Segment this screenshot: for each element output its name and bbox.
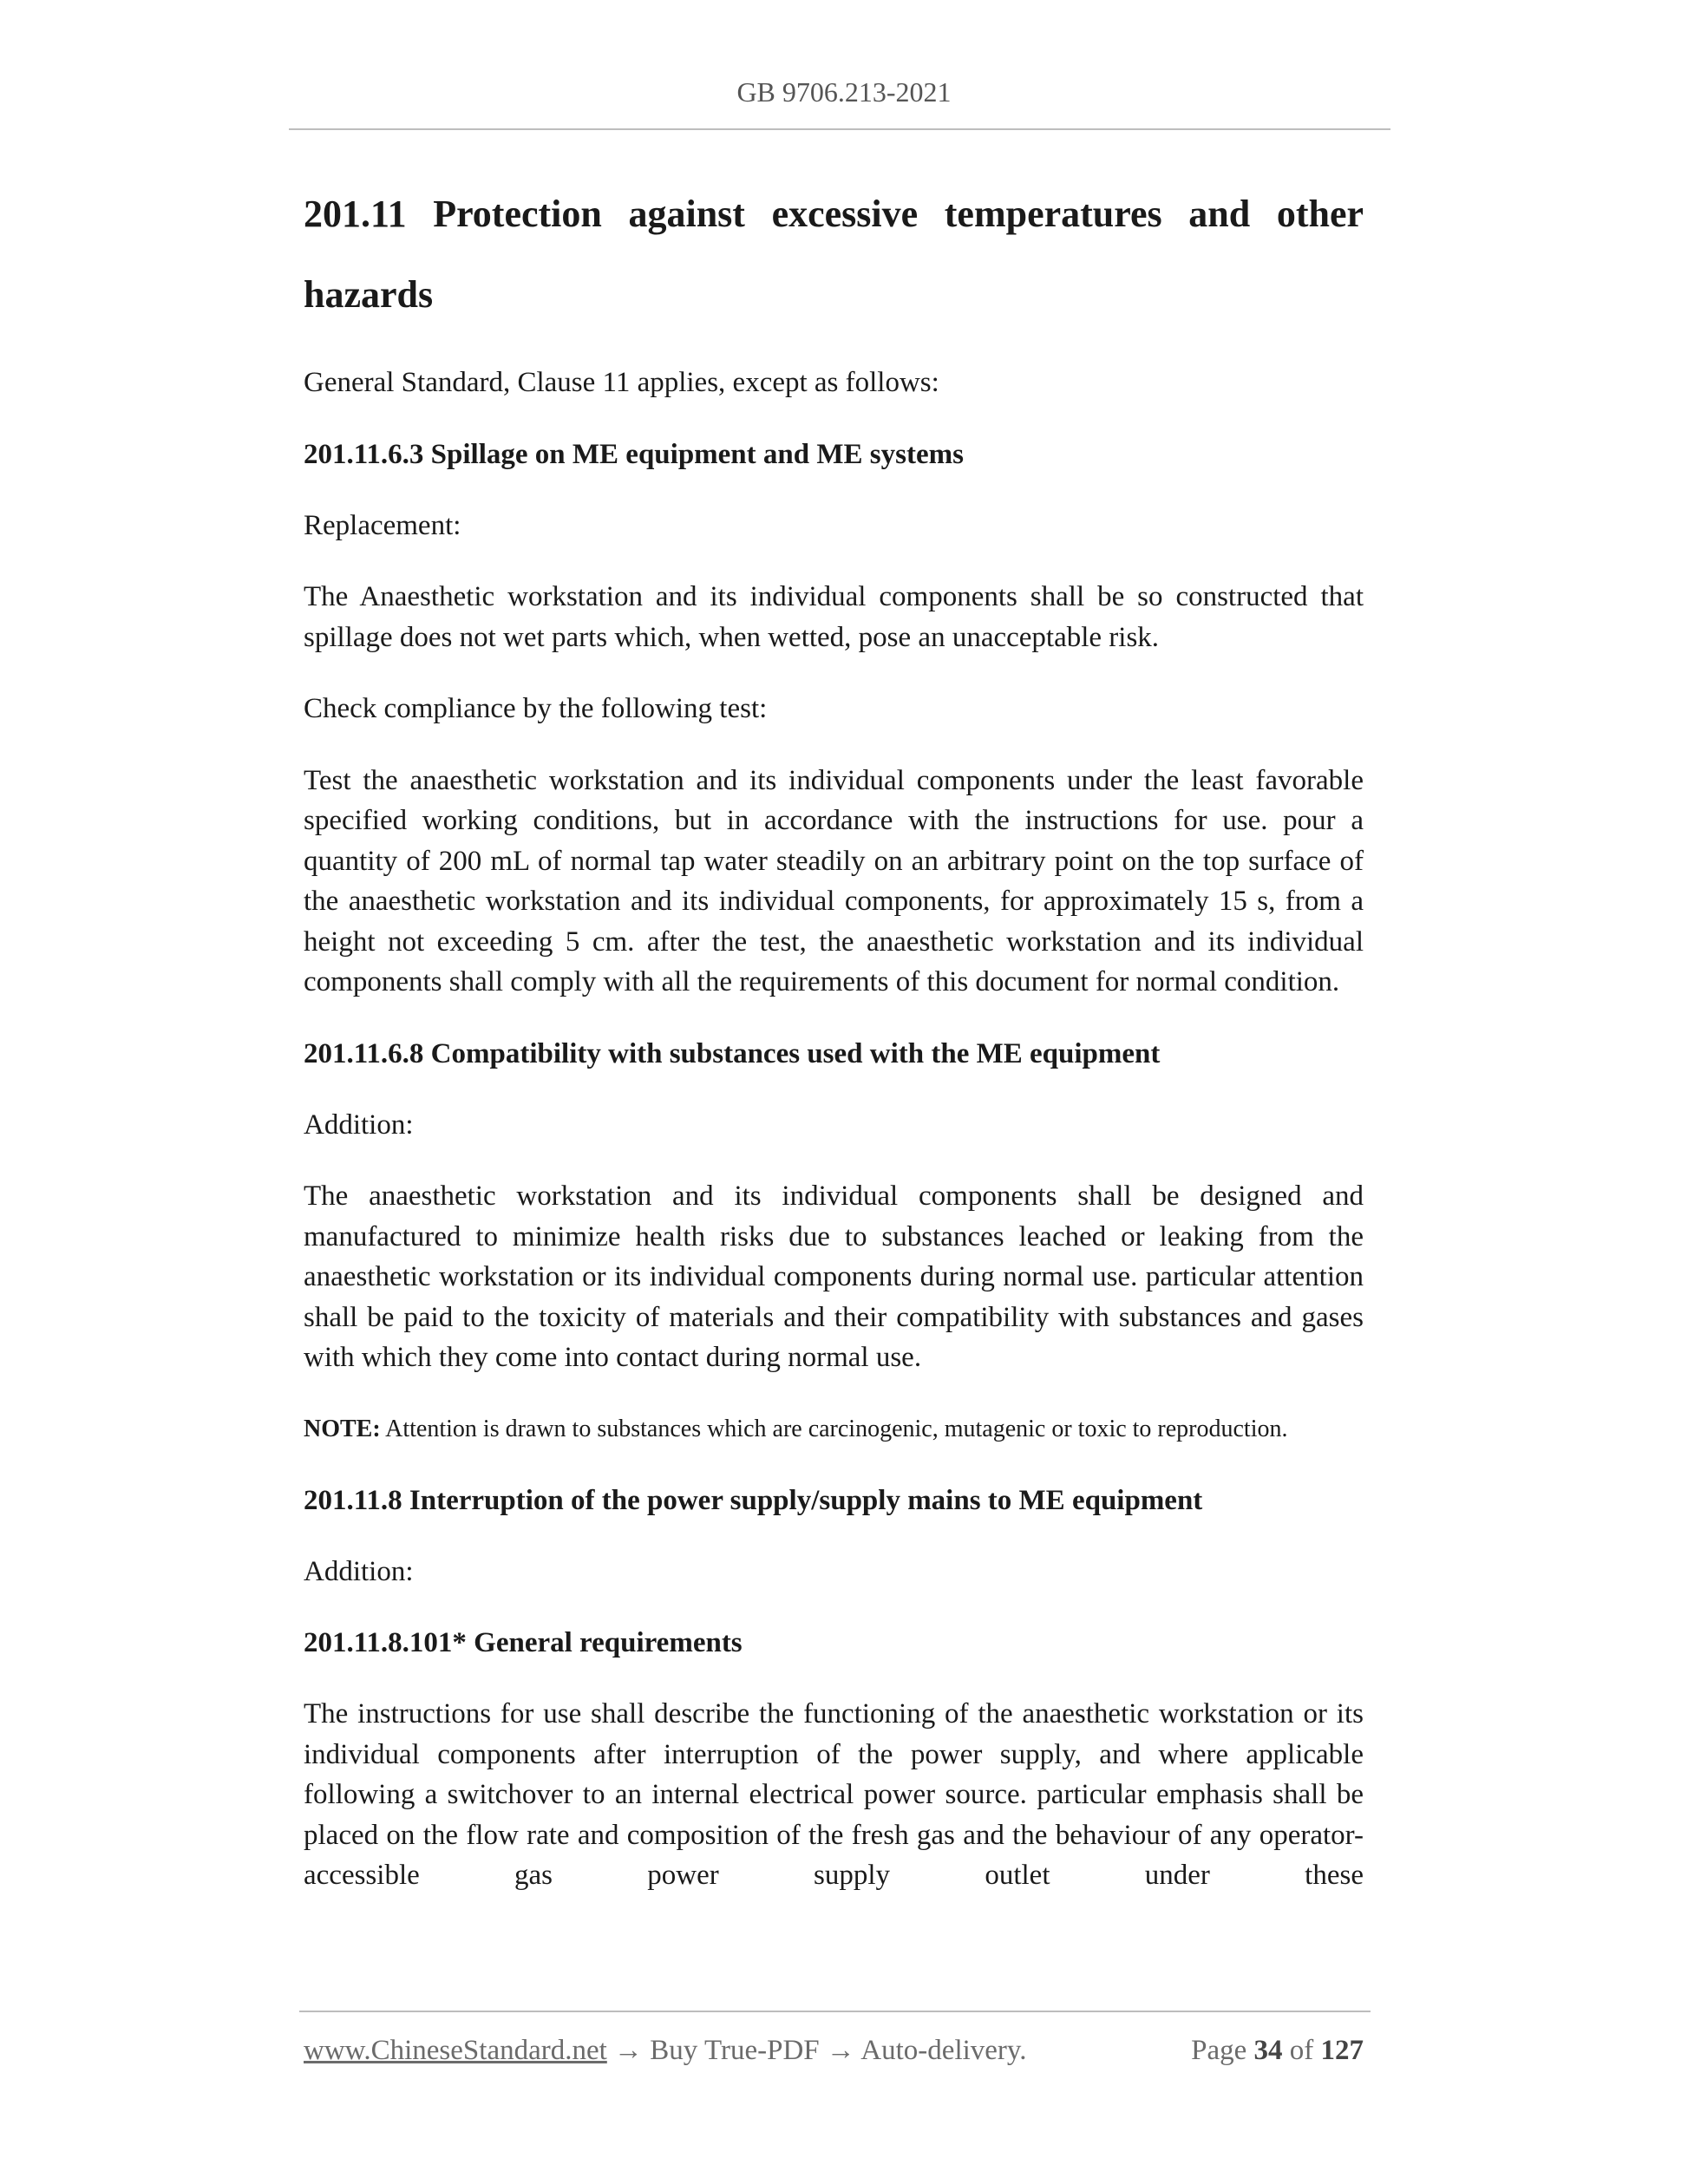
power-label: Addition: bbox=[304, 1555, 414, 1587]
page-number: 34 bbox=[1253, 2035, 1283, 2066]
note-text: Attention is drawn to substances which are carcinogenic, mutagenic or toxic to reproduction. bbox=[380, 1415, 1288, 1442]
page-of: of bbox=[1282, 2035, 1321, 2066]
section-intro: General Standard, Clause 11 applies, except as follows: bbox=[304, 367, 939, 398]
spillage-check: Check compliance by the following test: bbox=[304, 693, 768, 724]
footer-promo bbox=[304, 2030, 1027, 2070]
power-heading: 201.11.8 Interruption of the power supply/supply mains to ME equipment bbox=[304, 1484, 1203, 1516]
note-label: NOTE: bbox=[304, 1415, 381, 1442]
site-link[interactable]: www.ChineseStandard.net bbox=[304, 2035, 607, 2066]
compatibility-label: Addition: bbox=[304, 1108, 414, 1141]
compatibility-note bbox=[304, 1409, 1364, 1449]
section-title: 201.11 Protection against excessive temperatures and other hazards bbox=[304, 193, 1364, 316]
spillage-heading: 201.11.6.3 Spillage on ME equipment and ME systems bbox=[304, 438, 964, 470]
page-footer bbox=[304, 2030, 1364, 2070]
page-total: 127 bbox=[1320, 2035, 1364, 2066]
power-subheading: 201.11.8.101* General requirements bbox=[304, 1627, 743, 1658]
spillage-label: Replacement: bbox=[304, 509, 461, 541]
spillage-paragraph-1: The Anaesthetic workstation and its individual components shall be so constructed that spillage does not wet parts which, when wetted, pose an unacceptable risk. bbox=[304, 581, 1364, 653]
promo-text: → Buy True-PDF → Auto-delivery. bbox=[606, 2035, 1027, 2066]
compatibility-heading: 201.11.6.8 Compatibility with substances used with the ME equipment bbox=[304, 1037, 1161, 1069]
power-paragraph: The instructions for use shall describe the functioning of the anaesthetic workstation or its individual components after interruption of the power supply, and where applicable following a switchover to an internal electrical power source. particular emphasis shall be placed on the flow rate and composition of the fresh gas and the behaviour of any operator-accessible gas power supply outlet under these bbox=[304, 1698, 1364, 1891]
spillage-paragraph-2: Test the anaesthetic workstation and its individual components under the least favorable specified working conditions, but in accordance with the instructions for use. pour a quantity of 200 mL of normal tap water steadily on an arbitrary point on the top surface of the anaesthetic workstation and its individual components, for approximately 15 s, from a height not exceeding 5 cm. after the test, the anaesthetic workstation and its individual components shall comply with all the requirements of this document for normal condition. bbox=[304, 764, 1364, 997]
header-divider bbox=[289, 128, 1390, 130]
page-prefix: Page bbox=[1191, 2035, 1254, 2066]
page-body bbox=[304, 173, 1364, 1927]
compatibility-paragraph: The anaesthetic workstation and its individual components shall be designed and manufactured to minimize health risks due to substances leached or leaking from the anaesthetic workstation or its individual components during normal use. particular attention shall be paid to the toxicity of materials and their compatibility with substances and gases with which they come into contact during normal use. bbox=[304, 1180, 1364, 1373]
page-indicator bbox=[1191, 2030, 1364, 2070]
footer-divider bbox=[299, 2011, 1371, 2012]
running-header: GB 9706.213-2021 bbox=[736, 76, 952, 108]
